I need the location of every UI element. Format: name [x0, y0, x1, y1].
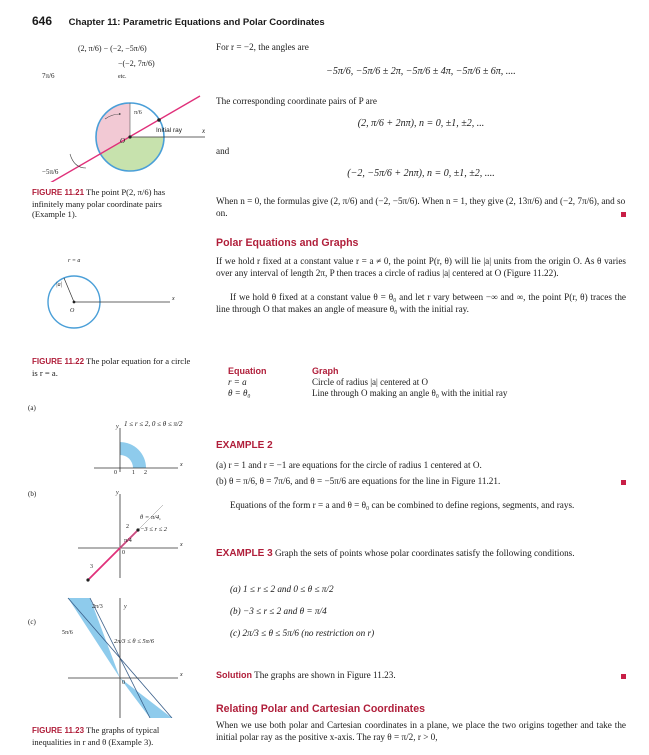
caption-11-23-label: FIGURE 11.23: [32, 726, 85, 735]
para-hold-r: If we hold r fixed at a constant value r = a ≠ 0, the point P(r, θ) will lie |a| units from the origin O. As θ varies over any interval of length 2π, P then traces a circle of radius |a| centered at O (Figure 11.22).: [216, 256, 626, 278]
fig23-a-tick-1: 1: [132, 470, 135, 476]
word-and: and: [216, 146, 230, 156]
example-2-heading: EXAMPLE 2: [216, 440, 273, 451]
condition-a: (a) 1 ≤ r ≤ 2 and 0 ≤ θ ≤ π/2: [230, 584, 334, 594]
para-for-r: For r = −2, the angles are: [216, 42, 309, 52]
para-relating: When we use both polar and Cartesian coordinates in a plane, we place the two origins together and take the initial polar ray as the positive x-axis. The ray θ = π/2, r > 0,: [216, 720, 626, 742]
fig23c-region-upper: [68, 598, 120, 678]
fig21-initial-ray-label: Initial ray: [156, 127, 183, 134]
fig22-radius: [64, 278, 74, 302]
qed-marker-1: [621, 212, 626, 217]
table-header: [228, 366, 507, 377]
fig23a-region: [120, 442, 146, 468]
fig23-b-x: x: [180, 542, 183, 548]
section-relating: Relating Polar and Cartesian Coordinates: [216, 703, 425, 715]
fig23-b-zero: 0: [122, 550, 125, 556]
fig23-c-label: (c): [28, 618, 36, 626]
fig23-b-three: 3: [90, 564, 93, 570]
fig23-c-2pi3: 2π/3: [92, 604, 103, 610]
table-header-equation: Equation: [228, 366, 267, 376]
caption-11-21: [32, 187, 197, 220]
fig21-top1: (2, π/6) − (−2, −5π/6): [78, 44, 147, 53]
example-3: [216, 548, 626, 560]
fig23-a-cond: 1 ≤ r ≤ 2, 0 ≤ θ ≤ π/2: [124, 420, 183, 428]
condition-b: (b) −3 ≤ r ≤ 2 and θ = π/4: [230, 606, 327, 616]
fig23b-endpoint-2: [86, 578, 89, 581]
fig22-origin-dot: [73, 301, 76, 304]
figure-11-21: [30, 42, 210, 182]
table-cell-eq-1: r = a: [228, 377, 247, 387]
fig23-b-theta: θ = π/4,: [140, 514, 161, 521]
fig21-o: O: [120, 137, 126, 145]
fig23c-region-lower: [120, 678, 172, 718]
fig21-point-p: [157, 118, 161, 122]
equation-angles: −5π/6, −5π/6 ± 2π, −5π/6 ± 4π, −5π/6 ± 6π, ....: [326, 66, 516, 77]
fig22-r-eq-a: r = a: [68, 258, 81, 264]
equation-graph-table: [228, 366, 507, 399]
fig21-x: x: [202, 127, 206, 135]
fig21-top2: −(−2, 7π/6): [118, 59, 155, 68]
figure-11-23: [28, 398, 208, 718]
figure-11-22-graphic: [30, 250, 190, 340]
fig23-a-tick-2: 2: [144, 470, 147, 476]
fig23-a-label: (a): [28, 404, 36, 412]
table-row: [228, 377, 507, 388]
qed-marker-2: [621, 480, 626, 485]
fig22-abs-a: |a|: [56, 282, 63, 288]
example-3-heading: EXAMPLE 3: [216, 548, 273, 559]
para-when-n: [216, 196, 626, 219]
chapter-title: Chapter 11: Parametric Equations and Polar Coordinates: [68, 17, 325, 28]
qed-marker-3: [621, 674, 626, 679]
caption-11-22-text: The polar equation for a circle is r = a.: [32, 356, 191, 378]
figure-11-22: [30, 250, 190, 340]
fig23-b-two: 2: [126, 524, 129, 530]
fig21-angle-7pi6: 7π/6: [42, 72, 55, 80]
fig23-c-zero: 0: [122, 680, 125, 686]
caption-11-21-text: The point P(2, π/6) has infinitely many polar coordinate pairs (Example 1).: [32, 187, 166, 219]
page-header: [32, 14, 325, 28]
fig23-b-y: y: [116, 490, 119, 496]
fig23-c-x: x: [180, 672, 183, 678]
caption-11-22-label: FIGURE 11.22: [32, 357, 85, 366]
section-polar-equations: Polar Equations and Graphs: [216, 237, 359, 249]
example-2a: (a) r = 1 and r = −1 are equations for the circle of radius 1 centered at O.: [216, 460, 482, 470]
caption-11-22: [32, 356, 197, 378]
fig21-etc: etc.: [118, 74, 127, 80]
caption-11-23: [32, 725, 197, 747]
para-when-n-text: When n = 0, the formulas give (2, π/6) and (−2, −5π/6). When n = 1, they give (2, 13π/6) and (−2, 7π/6), and so on.: [216, 196, 626, 218]
para-coordinate-pairs: The corresponding coordinate pairs of P are: [216, 96, 377, 106]
fig21-origin-dot: [128, 135, 131, 138]
fig23-b-pi4: π/4: [124, 538, 132, 544]
example-2b-text: (b) θ = π/6, θ = 7π/6, and θ = −5π/6 are equations for the line in Figure 11.21.: [216, 476, 501, 486]
fig22-o: O: [70, 308, 75, 314]
example-2b: [216, 476, 626, 488]
example-3-text: Graph the sets of points whose polar coordinates satisfy the following conditions.: [274, 548, 575, 558]
caption-11-23-text: The graphs of typical inequalities in r and θ (Example 3).: [32, 725, 160, 747]
fig23-c-y: y: [124, 604, 127, 610]
condition-c: (c) 2π/3 ≤ θ ≤ 5π/6 (no restriction on r): [230, 628, 375, 638]
para-hold-theta: If we hold θ fixed at a constant value θ = θ₀ and let r vary between −∞ and ∞, the point P(r, θ) traces the line through O that makes an angle of measure θ₀ with the initial ray.: [216, 292, 626, 314]
fig23-c-5pi6: 5π/6: [62, 630, 73, 636]
table-cell-eq-2: θ = θ₀: [228, 388, 251, 398]
para-combined: Equations of the form r = a and θ = θ₀ can be combined to define regions, segments, and rays.: [230, 500, 575, 510]
table-cell-graph-2: Line through O making an angle θ₀ with the initial ray: [312, 388, 508, 398]
equation-pairs-2: (−2, −5π/6 + 2nπ), n = 0, ±1, ±2, ....: [347, 168, 495, 179]
fig23-b-label: (b): [28, 490, 37, 498]
fig23-b-cond: −3 ≤ r ≤ 2: [140, 526, 168, 533]
figure-11-23-graphic: [28, 398, 208, 718]
fig23-c-cond: 2π/3 ≤ θ ≤ 5π/6: [114, 638, 154, 645]
solution-label: Solution: [216, 670, 252, 680]
solution: [216, 670, 626, 682]
fig21-angle-neg5pi6: −5π/6: [42, 168, 59, 176]
table-row: [228, 388, 507, 399]
fig21-arc-arrow-2: [70, 154, 86, 168]
table-header-graph: Graph: [312, 366, 339, 376]
caption-11-21-label: FIGURE 11.21: [32, 188, 85, 197]
page-number: 646: [32, 14, 53, 28]
fig23-a-x: x: [180, 462, 183, 468]
solution-text: The graphs are shown in Figure 11.23.: [254, 670, 396, 680]
fig22-x: x: [172, 296, 175, 302]
fig23-a-tick-0: 0: [114, 470, 117, 476]
fig23-a-y: y: [116, 424, 119, 430]
fig21-vert-label: π/6: [134, 110, 142, 116]
table-cell-graph-1: Circle of radius |a| centered at O: [312, 377, 429, 387]
equation-pairs-1: (2, π/6 + 2nπ), n = 0, ±1, ±2, ...: [357, 118, 485, 129]
